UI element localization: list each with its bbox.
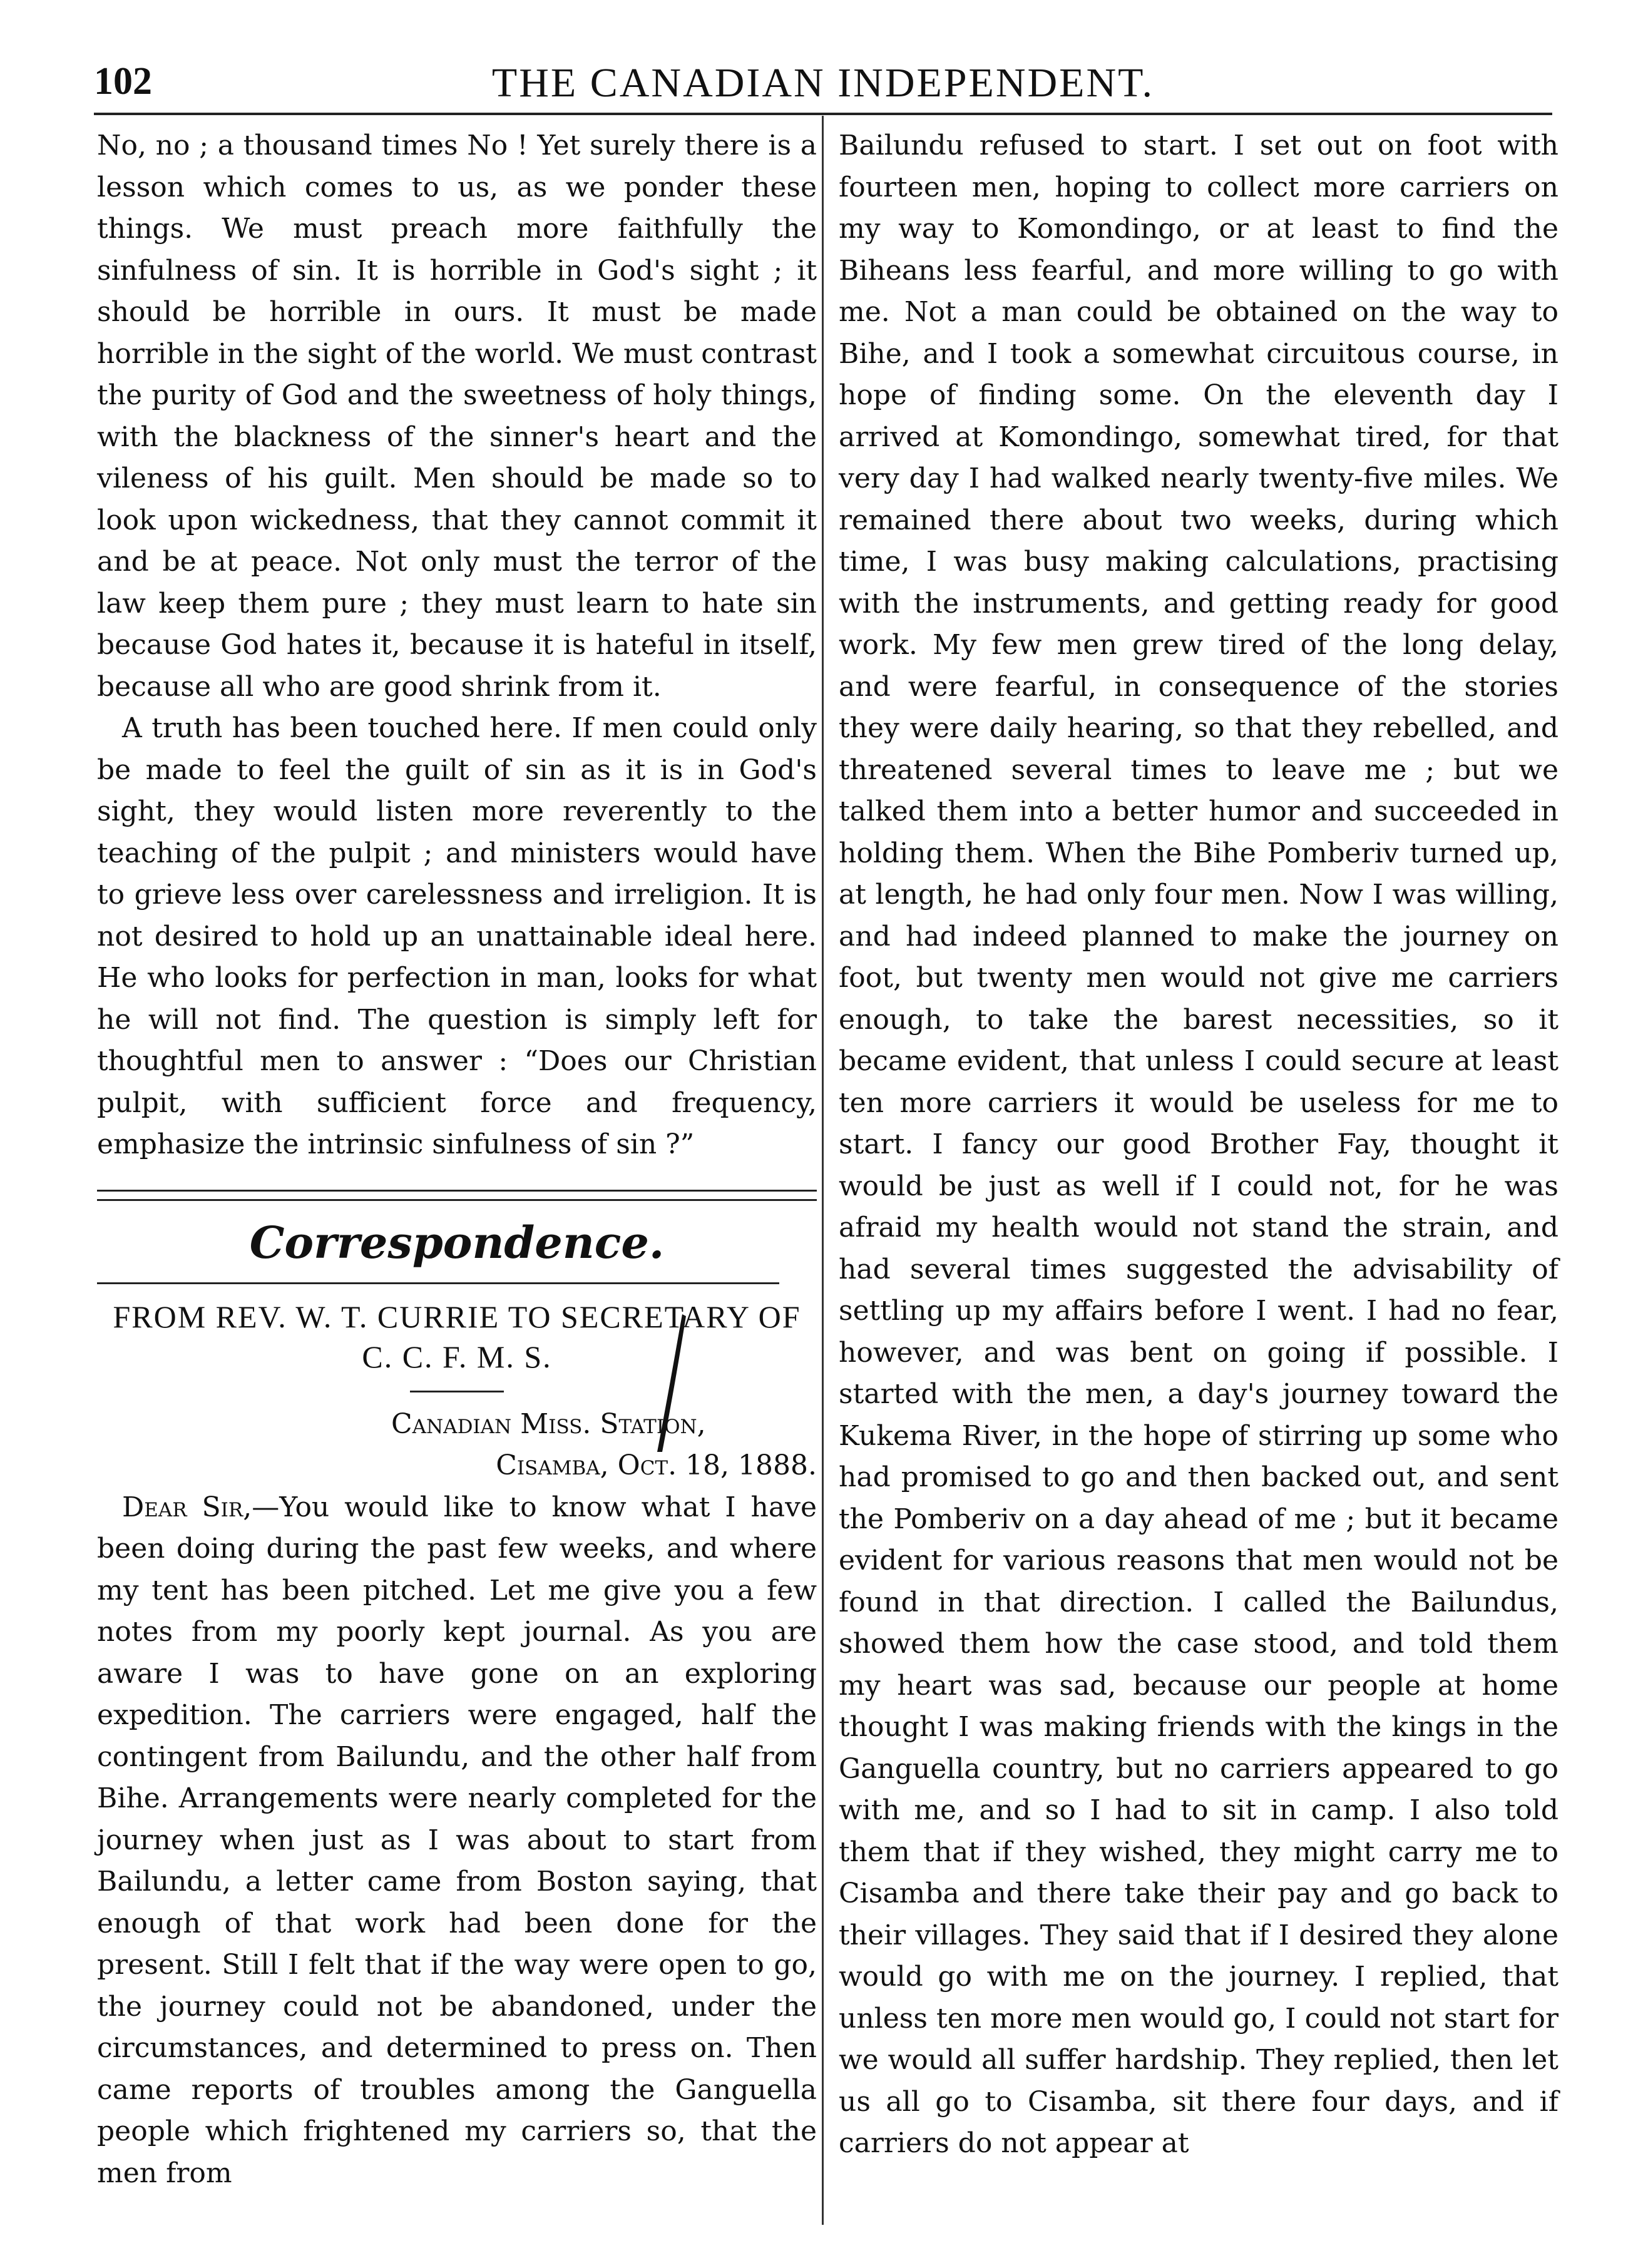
body-paragraph: No, no ; a thousand times No ! Yet surely there is a lesson which comes to us, as we ponder these things. We must preach more faithfully the sinfulness of sin. It is horrible in God's sight ; it should be horrible in ours. It must be made horrible in the sight of the world. We must contrast the purity of God and the sweetness of holy things, with the blackness of the sinner's heart and the vileness of his guilt. Men should be made so to look upon wickedness, that they cannot commit it and be at peace. Not only must the terror of the law keep them pure ; they must learn to hate sin because God hates it, because it is hateful in itself, because all who are good shrink from it. xyxy=(97,130,817,703)
left-column xyxy=(97,125,817,2194)
short-rule xyxy=(410,1391,504,1392)
column-divider xyxy=(822,116,824,2225)
heading-rule xyxy=(97,1282,779,1284)
letter-title: FROM REV. W. T. CURRIE TO SECRETARY OF C. C. F. M. S. xyxy=(113,1299,801,1374)
dateline-date: Cisamba, Oct. 18, 1888. xyxy=(496,1449,817,1481)
page-number: 102 xyxy=(94,60,152,103)
right-column xyxy=(839,125,1558,2165)
dateline-place: Canadian Miss. Station, xyxy=(391,1407,706,1440)
header-rule xyxy=(94,113,1552,115)
ink-stroke-mark xyxy=(651,1311,688,1455)
section-divider xyxy=(97,1190,817,1201)
salutation: Dear Sir, xyxy=(122,1491,252,1523)
body-paragraph: A truth has been touched here. If men could only be made to feel the guilt of sin as it is in God's sight, they would listen more reverently to the teaching of the pulpit ; and ministers would have to grieve less over carelessness and irreligion. It is not desired to hold up an unattainable ideal here. He who looks for perfection in man, looks for what he will not find. The question is simply left for thoughtful men to answer : “Does our Christian pulpit, with sufficient force and frequency, emphasize the intrinsic sinfulness of sin ?” xyxy=(97,712,817,1160)
journal-title: THE CANADIAN INDEPENDENT. xyxy=(491,60,1155,106)
letter-paragraph xyxy=(97,1487,817,2195)
section-heading: Correspondence. xyxy=(249,1216,665,1269)
body-paragraph: Bailundu refused to start. I set out on foot with fourteen men, hoping to collect more carriers on my way to Komondingo, or at least to find the Biheans less fearful, and more willing to go with me. Not a man could be obtained on the way to Bihe, and I took a somewhat circuitous course, in hope of finding some. On the eleventh day I arrived at Komondingo, somewhat tired, for that very day I had walked nearly twenty-five miles. We remained there about two weeks, during which time, I was busy making calculations, practising with the instruments, and getting ready for good work. My few men grew tired of the long delay, and were fearful, in consequence of the stories they were daily hearing, so that they rebelled, and threatened several times to leave me ; but we talked them into a better humor and succeeded in holding them. When the Bihe Pomberiv turned up, at length, he had only four men. Now I was willing, and had indeed planned to make the journey on foot, but twenty men would not give me carriers enough, to take the barest necessities, so it became evident, that unless I could secure at least ten more carriers it would be useless for me to start. I fancy our good Brother Fay, thought it would be just as well if I could not, for he was afraid my health would not stand the strain, and had several times suggested the advisability of settling up my affairs before I went. I had no fear, however, and was bent on going if possible. I started with the men, a day's journey toward the Kukema River, in the hope of stirring up some who had promised to go and then backed out, and sent the Pomberiv on a day ahead of me ; but it became evident for various reasons that men would not be found in that direction. I called the Bailundus, showed them how the case stood, and told them my heart was sad, because our people at home thought I was making friends with the kings in the Ganguella country, but no carriers appeared to go with me, and so I had to sit in camp. I also told them that if they wished, they might carry me to Cisamba and there take their pay and go back to their villages. They said that if I desired they alone would go with me on the journey. I replied, that unless ten more men would go, I could not start for we would all suffer hardship. They replied, then let us all go to Cisamba, sit there four days, and if carriers do not appear at xyxy=(839,130,1558,2159)
letter-body: —You would like to know what I have been doing during the past few weeks, and where my tent has been pitched. Let me give you a few notes from my poorly kept journal. As you are aware I was to have gone on an exploring expedition. The carriers were engaged, half the contingent from Bailundu, and the other half from Bihe. Arrangements were nearly completed for the journey when just as I was about to start from Bailundu, a letter came from Boston saying, that enough of that work had been done for the present. Still I felt that if the way were open to go, the journey could not be abandoned, under the circumstances, and determined to press on. Then came reports of troubles among the Ganguella people which frightened my carriers so, that the men from xyxy=(97,1491,817,2189)
page-header xyxy=(94,59,1552,116)
